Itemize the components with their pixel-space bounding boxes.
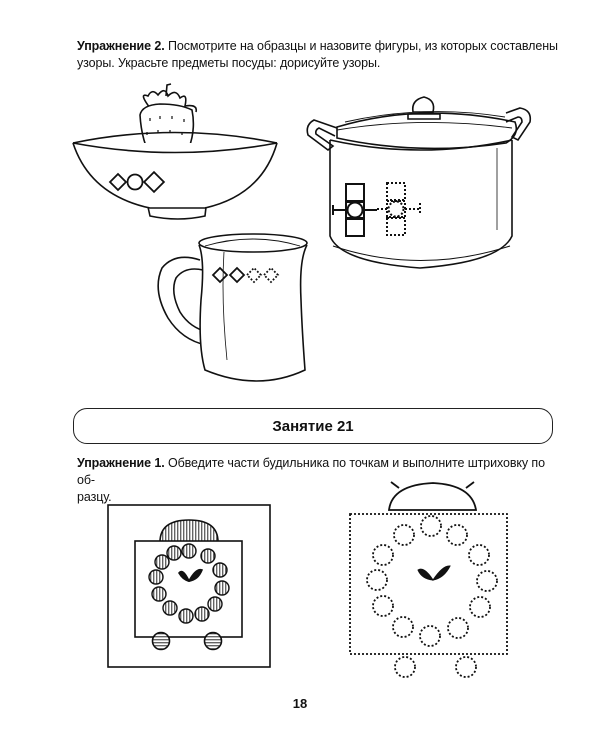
dotted-alarm-clock bbox=[350, 482, 507, 677]
sample-alarm-clock bbox=[108, 505, 270, 667]
exercise-1-text-line2: разцу. bbox=[77, 490, 112, 504]
exercise-2-text-line1: Посмотрите на образцы и назовите фигуры, из которых составлены bbox=[167, 39, 558, 53]
exercise-2-text-line2: узоры. Украсьте предметы посуды: дорисуйте узоры. bbox=[77, 56, 381, 70]
exercise-2-title: Упражнение 2. bbox=[77, 39, 165, 53]
exercise-1-text-line1: Обведите части будильника по точкам и выполните штриховку по об- bbox=[77, 456, 545, 487]
exercise-1-title: Упражнение 1. bbox=[77, 456, 165, 470]
page-number: 18 bbox=[292, 696, 308, 711]
lesson-title: Занятие 21 bbox=[272, 417, 354, 435]
